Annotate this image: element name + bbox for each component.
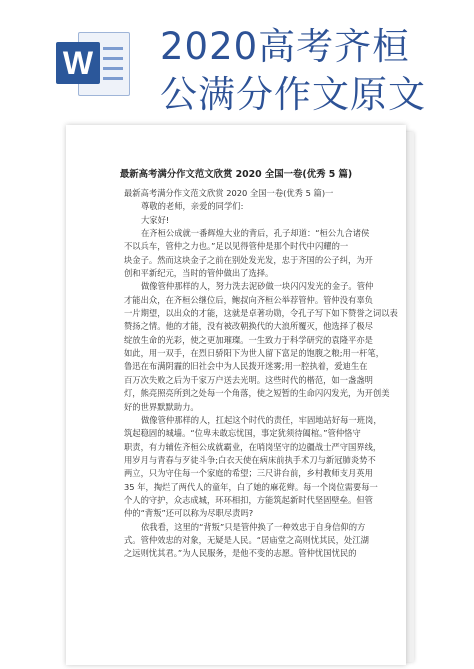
- document-line: 创和平新纪元，当时的管仲做出了选择。: [124, 268, 274, 279]
- document-line: 绽放生命的光彩，使之更加璀璨。一生致力于科学研究的袁隆平亦是: [124, 334, 373, 345]
- document-line: 百万次失败之后为千家万户送去光明。这些时代的楷范，如一盏盏明: [124, 374, 373, 385]
- document-line: 筑起稳固的城墙。“位卑未敢忘忧国，事定犹须待阖棺。”管仲恪守: [124, 428, 361, 439]
- document-line: 灯，熊亮照亮所到之处每一个角落，使之短暂的生命闪闪发光，为开创美: [124, 388, 390, 399]
- document-line: 赞扬之情。他的才能，没有被改朝换代的大浪所覆灭，他选择了极尽: [124, 321, 373, 332]
- document-heading: 最新高考满分作文范文欣赏 2020 全国一卷(优秀 5 篇): [119, 169, 353, 180]
- banner: [0, 0, 474, 118]
- document-line: 尊敬的老师，亲爱的同学们:: [141, 201, 244, 212]
- document-line: 个人的守护，众志成城，环环相扣，方能筑起新时代坚固壁垒。但管: [124, 494, 373, 505]
- document-line: 依我看，这里的“背叛”只是管仲换了一种效忠于自身信仰的方: [141, 521, 366, 532]
- document-line: 鲁迅在布满阴霾的旧社会中为人民拨开迷雾;用一腔执着，爱迪生在: [124, 361, 368, 372]
- document-line: 做像管仲那样的人，努力洗去泥砂做一块闪闪发光的金子。管仲: [141, 281, 374, 292]
- document-body: [124, 187, 398, 561]
- word-logo-letter: W: [56, 42, 100, 84]
- document-page: [66, 125, 406, 665]
- document-line: 两立，只为守住每一个家庭的希望；三尺讲台前，乡村教师支月英用: [124, 468, 373, 479]
- document-line: 大家好!: [141, 214, 170, 225]
- document-line: 做像管仲那样的人，扛起这个时代的责任，牢固地站好每一班岗，: [141, 414, 382, 425]
- document-line: 职责，有力辅佐齐桓公成就霸业，在哨岗坚守的边疆战士严守国界线，: [124, 441, 382, 452]
- document-line: 在齐桓公成就一番辉煌大业的背后，孔子却道：“桓公九合诸侯: [141, 228, 370, 239]
- document-line: 仲的“背叛”还可以称为尽职尽责吗?: [124, 508, 254, 519]
- document-line: 最新高考满分作文范文欣赏 2020 全国一卷(优秀 5 篇)一: [124, 188, 334, 198]
- word-document-icon: [56, 30, 130, 96]
- document-line: 不以兵车，管仲之力也。”足以见得管仲是那个时代中闪耀的一: [124, 241, 349, 252]
- document-line: 之远则忧其君。”为人民服务，是他不变的志愿。管仲忧国忧民的: [124, 548, 357, 559]
- document-line: 式。管仲效忠的对象，无疑是人民。“居庙堂之高则忧其民，处江湖: [124, 534, 369, 545]
- document-line: 一片期望，以出众的才能，这就是卓著功勋，令孔子写下如下赞誉之词以表: [124, 308, 398, 319]
- banner-title-line-1: 2020高考齐桓: [160, 25, 411, 68]
- document-line: 用岁月与青春与歹徒斗争;白衣天使在病床前执手术刀与新冠肺炎势不: [124, 454, 376, 465]
- banner-title-line-2: 公满分作文原文: [160, 73, 426, 116]
- document-line: 才能出众，在齐桓公继位后，鲍叔向齐桓公举荐管仲。管仲没有辜负: [124, 294, 373, 305]
- document-line: 如此，用一双手，在烈日骄阳下为世人留下富足的饱腹之粮;用一杆笔，: [124, 348, 385, 359]
- document-line: 35 年，掏烂了两代人的童年，白了她的麻花辫。每一个岗位需要每一: [124, 481, 378, 492]
- document-line: 块金子。然而这块金子之前在别处发光发，忠于齐国的公子纠，为开: [124, 254, 373, 265]
- document-line: 好的世界默默助力。: [124, 401, 199, 412]
